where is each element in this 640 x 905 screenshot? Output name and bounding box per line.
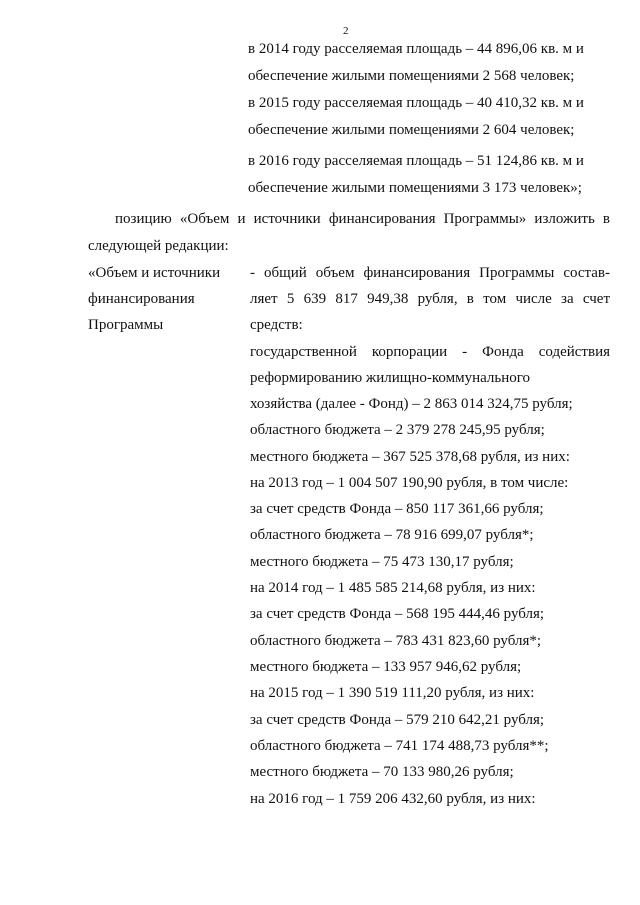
- text-line: в 2014 году расселяемая площадь – 44 896,06 кв. м и: [248, 41, 584, 57]
- page-number: 2: [343, 25, 349, 37]
- financing-line: за счет средств Фонда – 568 195 444,46 рубля;: [250, 606, 545, 622]
- financing-line: государственной корпорации - Фонда содействия: [250, 344, 610, 360]
- position-title-line: «Объем и источники: [88, 265, 221, 281]
- financing-line: местного бюджета – 70 133 980,26 рубля;: [250, 764, 514, 780]
- financing-line: на 2016 год – 1 759 206 432,60 рубля, из них:: [250, 791, 536, 807]
- position-title-line: Программы: [88, 317, 164, 333]
- text-line: обеспечение жилыми помещениями 2 568 человек;: [248, 68, 575, 84]
- financing-line: местного бюджета – 75 473 130,17 рубля;: [250, 554, 514, 570]
- financing-line: за счет средств Фонда – 850 117 361,66 рубля;: [250, 501, 544, 517]
- financing-line: на 2014 год – 1 485 585 214,68 рубля, из них:: [250, 580, 536, 596]
- financing-line: - общий объем финансирования Программы состав-: [250, 265, 610, 281]
- financing-line: областного бюджета – 741 174 488,73 рубля**;: [250, 738, 549, 754]
- financing-line: областного бюджета – 78 916 699,07 рубля*;: [250, 527, 534, 543]
- intro-line: следующей редакции:: [88, 238, 229, 254]
- text-line: в 2015 году расселяемая площадь – 40 410,32 кв. м и: [248, 95, 584, 111]
- financing-line: областного бюджета – 783 431 823,60 рубля*;: [250, 633, 542, 649]
- financing-line: ляет 5 639 817 949,38 рубля, в том числе за счет: [250, 291, 610, 307]
- position-title-line: финансирования: [88, 291, 195, 307]
- financing-line: хозяйства (далее - Фонд) – 2 863 014 324,75 рубля;: [250, 396, 573, 412]
- text-line: обеспечение жилыми помещениями 3 173 человек»;: [248, 180, 582, 196]
- financing-line: на 2013 год – 1 004 507 190,90 рубля, в том числе:: [250, 475, 569, 491]
- intro-line: позицию «Объем и источники финансирования Программы» изложить в: [115, 211, 610, 227]
- text-line: в 2016 году расселяемая площадь – 51 124,86 кв. м и: [248, 153, 584, 169]
- financing-line: на 2015 год – 1 390 519 111,20 рубля, из них:: [250, 685, 535, 701]
- financing-line: местного бюджета – 367 525 378,68 рубля, из них:: [250, 449, 570, 465]
- financing-line: местного бюджета – 133 957 946,62 рубля;: [250, 659, 522, 675]
- financing-line: средств:: [250, 317, 303, 333]
- financing-line: за счет средств Фонда – 579 210 642,21 рубля;: [250, 712, 545, 728]
- financing-line: областного бюджета – 2 379 278 245,95 рубля;: [250, 422, 545, 438]
- text-line: обеспечение жилыми помещениями 2 604 человек;: [248, 122, 575, 138]
- financing-line: реформированию жилищно-коммунального: [250, 370, 531, 386]
